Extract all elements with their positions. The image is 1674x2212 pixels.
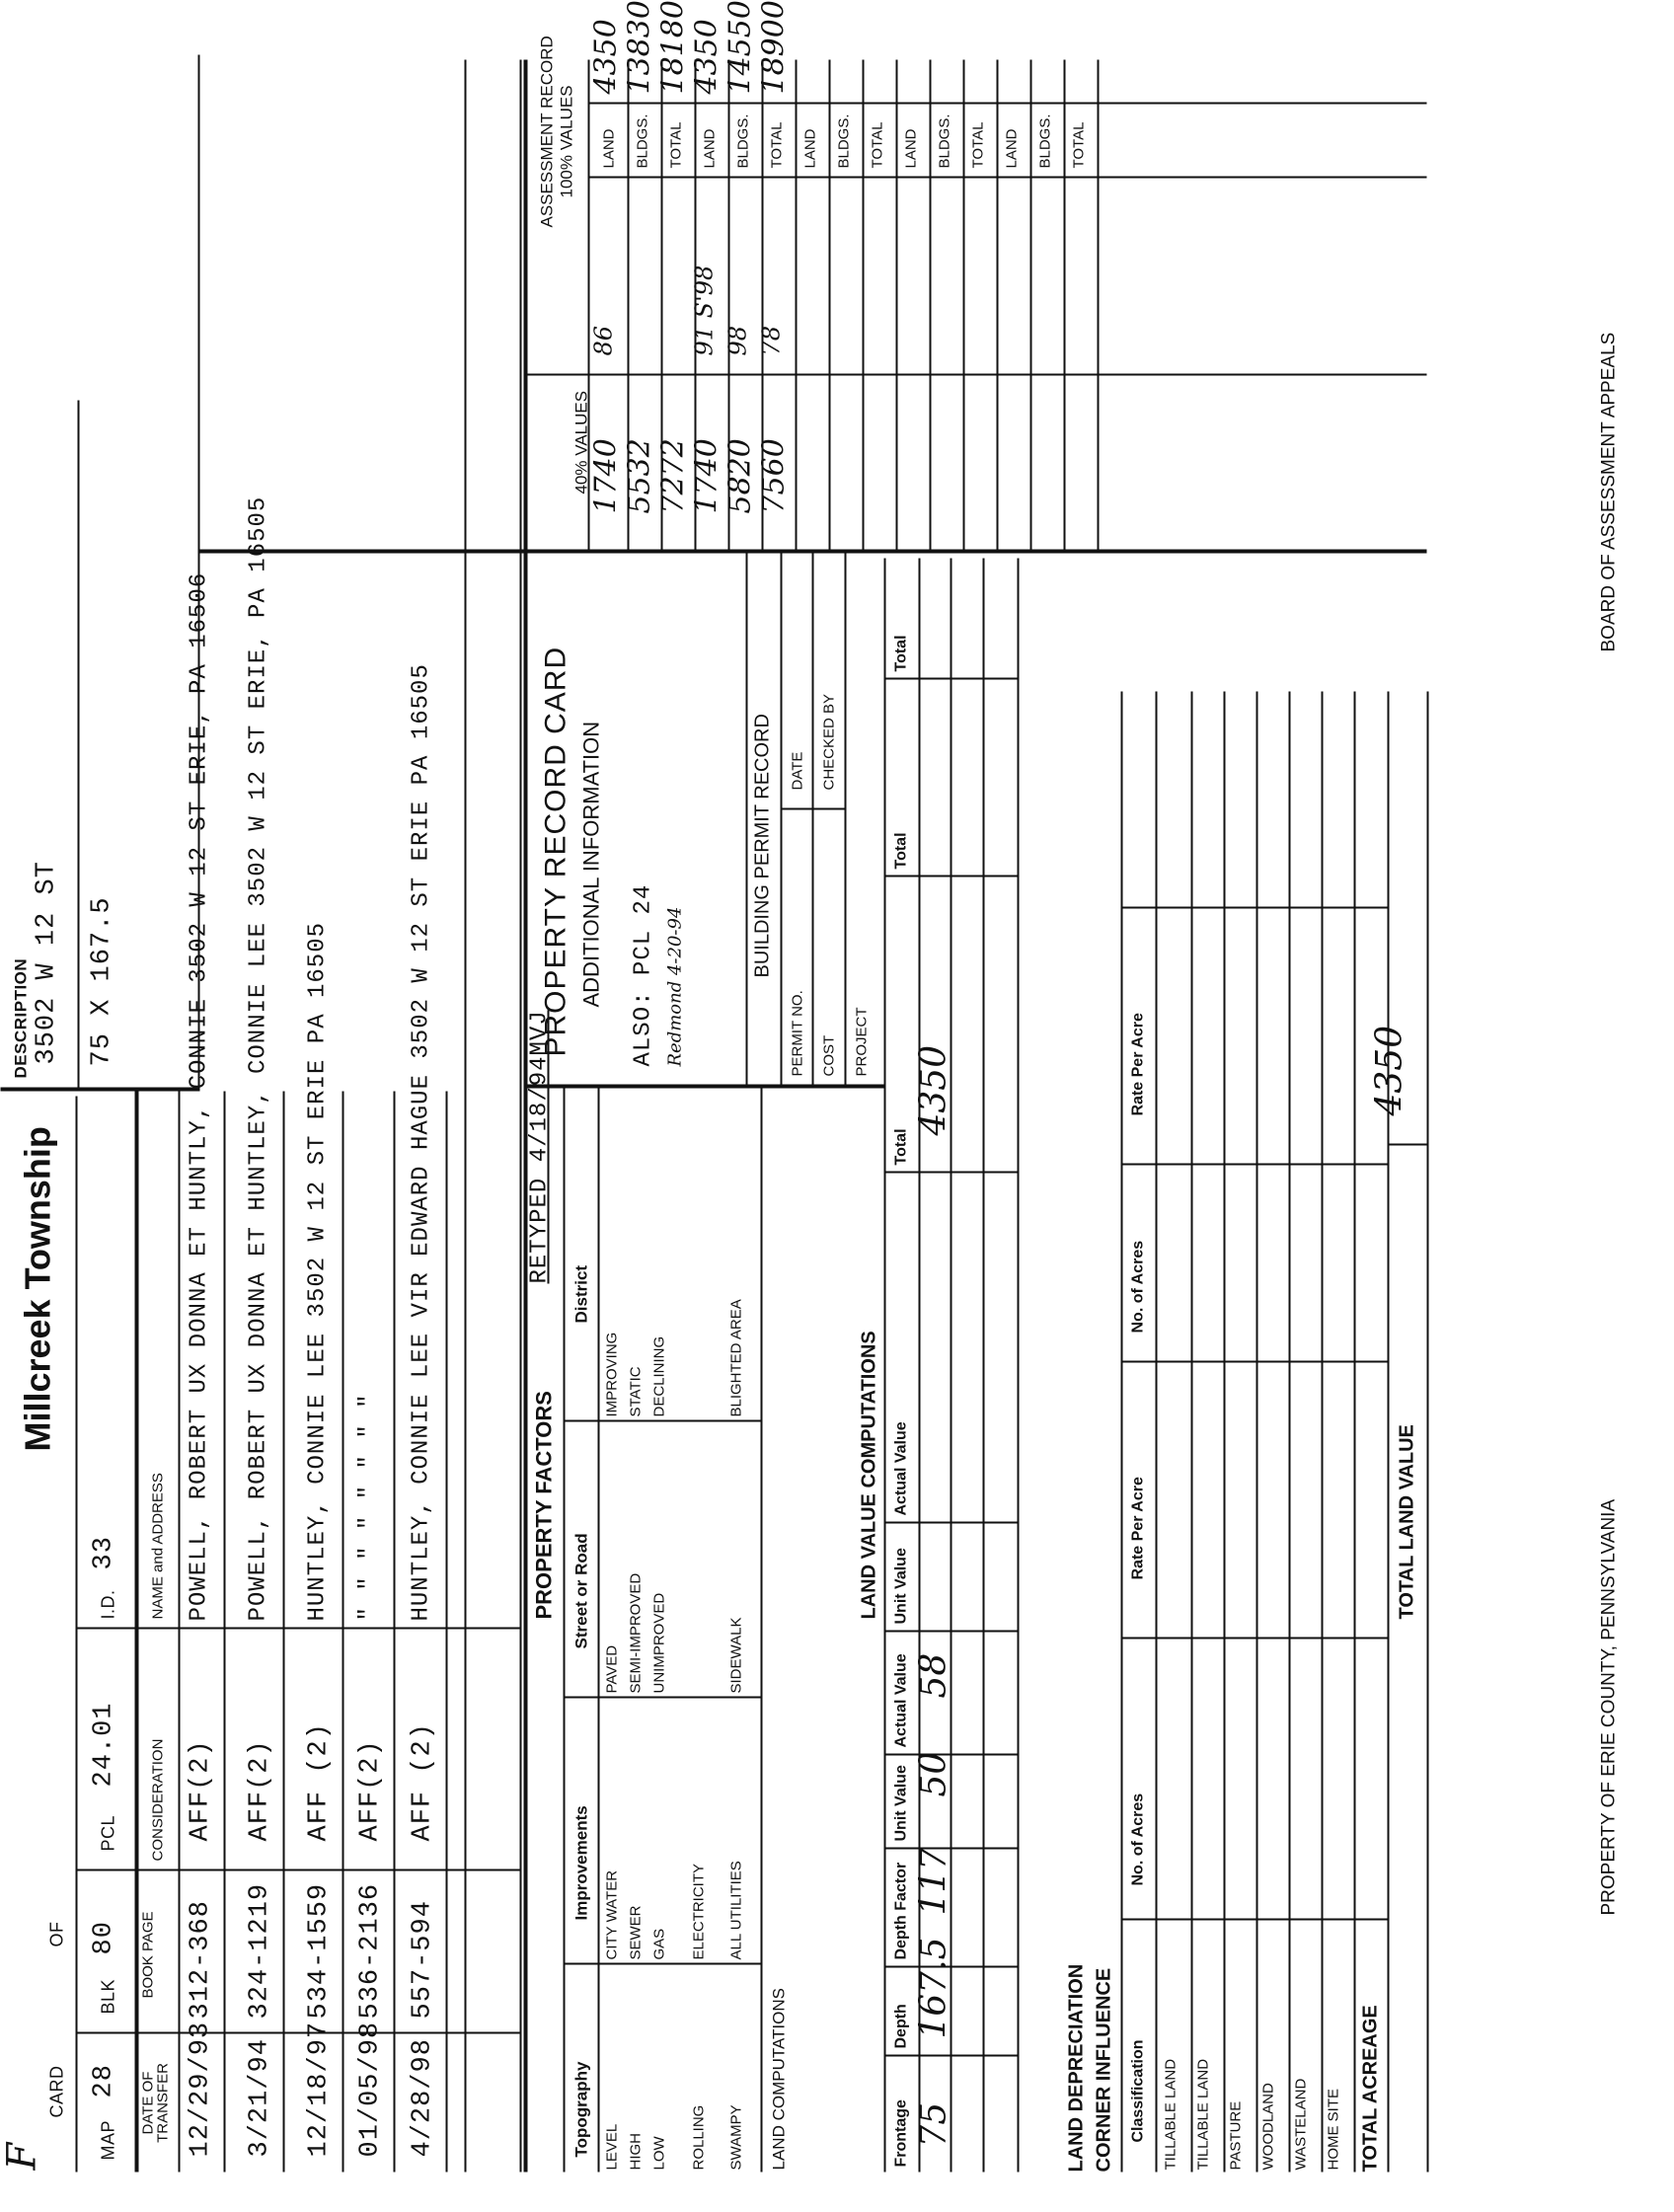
cost-label: COST	[820, 1034, 838, 1077]
land-computations-label: LAND COMPUTATIONS	[769, 1988, 789, 2171]
assessment-row-label: LAND	[902, 128, 920, 169]
acreage-classification: HOME SITE	[1325, 2088, 1342, 2171]
topography-option: LEVEL	[603, 2123, 621, 2171]
acreage-column-header: Classification	[1129, 2039, 1147, 2143]
topography-option: LOW	[650, 2136, 668, 2171]
acreage-classification: WASTELAND	[1292, 2078, 1310, 2171]
transfer-book-page: 312-368	[186, 1900, 216, 2020]
hundred-percent-value: 4350	[588, 19, 624, 95]
transfer-name-address: POWELL, ROBERT UX DONNA ET HUNTLY, CONNIE 3502 W 12 ST ERIE, PA 16506	[186, 572, 213, 1622]
handwritten-note: Redmond 4-20-94	[664, 906, 686, 1067]
assessment-row-label: BLDGS.	[734, 114, 752, 169]
row-divider	[283, 1092, 285, 2173]
retyped-note: RETYPED 4/18/94MVJ	[526, 1010, 554, 1284]
lvc-column-header: Total	[892, 635, 910, 672]
topography-option: SWAMPY	[727, 2104, 745, 2171]
forty-percent-label: 40% VALUES	[571, 390, 591, 495]
transfer-consideration: AFF(2)	[355, 1739, 386, 1842]
township-name: Millcreek Township	[17, 1126, 58, 1452]
row-divider	[224, 1092, 226, 2173]
blk-number: 80	[89, 1921, 119, 1955]
row-divider	[896, 60, 898, 554]
name-address-header: NAME and ADDRESS	[149, 1473, 167, 1620]
district-header: District	[571, 1264, 591, 1324]
property-record-card	[1, 0, 1674, 2212]
topography-option: HIGH	[627, 2133, 645, 2171]
pcl-label: PCL	[98, 1814, 118, 1852]
assessment-record-title: ASSESSMENT RECORD	[537, 36, 557, 228]
road-option: SEMI-IMPROVED	[627, 1572, 645, 1694]
row-divider	[930, 60, 932, 554]
land-depreciation-label: LAND DEPRECIATION	[1065, 1963, 1088, 2173]
lvc-column-header: Unit Value	[892, 1765, 910, 1842]
description-address: 3502 W 12 ST	[32, 861, 62, 1065]
total-land-value-amount: 4350	[1369, 1025, 1410, 1116]
column-divider	[1121, 907, 1388, 909]
row-divider	[446, 1092, 448, 2173]
forty-percent-value: 1740	[588, 438, 624, 514]
forty-percent-value: 7560	[756, 438, 792, 514]
lvc-column-header: Unit Value	[892, 1548, 910, 1625]
frontage-value: 75	[913, 2101, 954, 2148]
row-divider	[1354, 692, 1356, 2173]
acreage-classification: TILLABLE LAND	[1194, 2058, 1212, 2171]
district-option: STATIC	[627, 1366, 645, 1417]
acreage-classification: TILLABLE LAND	[1162, 2058, 1179, 2171]
transfer-date: 12/29/93	[186, 2021, 216, 2158]
transfer-book-page: 557-594	[408, 1900, 438, 2020]
pcl-number: 24.01	[89, 1702, 119, 1788]
lvc-column-header: Actual Value	[892, 1421, 910, 1516]
hundred-percent-value: 4350	[689, 19, 724, 95]
handwritten-annotation: F	[0, 2142, 45, 2171]
hundred-percent-value: 18180	[655, 0, 691, 95]
acreage-classification: PASTURE	[1227, 2100, 1245, 2171]
book-page-header: BOOK PAGE	[139, 1911, 157, 1999]
row-divider	[1289, 692, 1291, 2173]
footer-property-of: PROPERTY OF ERIE COUNTY, PENNSYLVANIA	[1598, 1498, 1620, 1916]
forty-percent-value: 5820	[723, 438, 758, 514]
column-divider	[1121, 1919, 1388, 1921]
transfer-book-page: 536-2136	[355, 1882, 386, 2020]
column-divider	[1121, 1361, 1388, 1363]
total-land-value-label: TOTAL LAND VALUE	[1396, 1424, 1418, 1620]
row-divider	[1030, 60, 1032, 554]
row-divider	[997, 60, 999, 554]
lvc-column-header: Frontage	[892, 2099, 910, 2168]
assessment-row-label: TOTAL	[969, 121, 987, 169]
assessment-row-label: TOTAL	[869, 121, 886, 169]
column-divider	[1121, 1638, 1388, 1640]
improvements-header: Improvements	[571, 1805, 591, 1921]
transfer-consideration: AFF(2)	[245, 1739, 275, 1842]
transfer-book-page: 324-1219	[245, 1882, 275, 2020]
assessment-row-label: BLDGS.	[634, 114, 651, 169]
street-road-header: Street or Road	[571, 1533, 591, 1649]
assessment-row-label: LAND	[701, 128, 719, 169]
map-number: 28	[89, 2064, 119, 2098]
improvements-option: CITY WATER	[603, 1869, 621, 1960]
row-divider	[1256, 692, 1258, 2173]
assessment-row-label: TOTAL	[1070, 121, 1088, 169]
column-divider	[588, 103, 1427, 105]
transfer-name-address: HUNTLEY, CONNIE LEE 3502 W 12 ST ERIE PA 16505	[304, 921, 332, 1622]
assessment-row-label: TOTAL	[768, 121, 786, 169]
lvc-column-header: Depth Factor	[892, 1862, 910, 1960]
transfer-consideration: AFF (2)	[304, 1722, 335, 1842]
row-divider	[1224, 692, 1226, 2173]
land-value-computations-title: LAND VALUE COMPUTATIONS	[858, 1331, 880, 1620]
row-divider	[1191, 692, 1193, 2173]
assessment-row-label: LAND	[801, 128, 819, 169]
improvements-option: GAS	[650, 1928, 668, 1960]
forty-percent-value: 1740	[689, 438, 724, 514]
land-total-value: 4350	[913, 1044, 954, 1136]
acreage-column-header: No. of Acres	[1129, 1240, 1147, 1334]
road-option: SIDEWALK	[727, 1617, 745, 1694]
consideration-header: CONSIDERATION	[149, 1738, 167, 1862]
row-divider	[863, 60, 865, 554]
unit-value: 50	[913, 1751, 954, 1797]
property-factors-title: PROPERTY FACTORS	[531, 1391, 557, 1620]
row-divider	[1064, 60, 1066, 554]
assessment-row-label: BLDGS.	[936, 114, 953, 169]
road-option: UNIMPROVED	[650, 1592, 668, 1694]
assessment-100-label: 100% VALUES	[557, 85, 576, 198]
permit-no-label: PERMIT NO.	[789, 990, 806, 1077]
road-option: PAVED	[603, 1644, 621, 1694]
forty-percent-value: 7272	[655, 438, 691, 514]
acreage-classification: WOODLAND	[1259, 2083, 1277, 2171]
column-divider	[1121, 1164, 1388, 1166]
topography-header: Topography	[571, 2061, 591, 2158]
assessment-row-label: LAND	[1003, 128, 1021, 169]
row-divider	[1322, 692, 1324, 2173]
district-option: DECLINING	[650, 1335, 668, 1417]
hundred-percent-value: 14550	[723, 0, 758, 95]
date-of-transfer-header: DATE OF TRANSFER	[139, 2063, 172, 2143]
acreage-column-header: No. of Acres	[1129, 1792, 1147, 1886]
card-label: CARD	[46, 2065, 67, 2118]
row-divider	[342, 1092, 344, 2173]
acreage-column-header: Rate Per Acre	[1129, 1013, 1147, 1116]
map-label: MAP	[98, 2119, 118, 2161]
hundred-percent-value: 13830	[622, 0, 657, 95]
district-option: BLIGHTED AREA	[727, 1299, 745, 1417]
assessment-row-label: LAND	[600, 128, 618, 169]
checked-by-label: CHECKED BY	[820, 693, 838, 791]
actual-value: 58	[913, 1652, 954, 1699]
transfer-date: 4/28/98	[408, 2038, 438, 2158]
depth-value: 167.5	[913, 1937, 954, 2039]
lvc-column-header: Total	[892, 832, 910, 870]
additional-info-title: ADDITIONAL INFORMATION	[578, 721, 604, 1008]
id-number: 33	[89, 1536, 119, 1570]
description-label: DESCRIPTION	[11, 957, 31, 1079]
assessment-year-mark: 78	[757, 325, 786, 356]
id-label: I.D.	[98, 1589, 118, 1620]
assessment-year-mark: 91 S'98	[690, 265, 719, 356]
district-option: IMPROVING	[603, 1332, 621, 1417]
transfer-name-address: POWELL, ROBERT UX DONNA ET HUNTLEY, CONNIE LEE 3502 W 12 ST ERIE, PA 16505	[245, 496, 272, 1622]
acreage-column-header: Rate Per Acre	[1129, 1477, 1147, 1580]
footer-board: BOARD OF ASSESSMENT APPEALS	[1598, 332, 1620, 652]
of-label: OF	[46, 1921, 67, 1947]
row-divider	[394, 1092, 396, 2173]
blk-label: BLK	[98, 1978, 118, 2015]
row-divider	[963, 60, 965, 554]
hundred-percent-value: 18900	[756, 0, 792, 95]
transfer-book-page: 534-1559	[304, 1882, 335, 2020]
lvc-column-header: Actual Value	[892, 1653, 910, 1748]
transfer-consideration: AFF (2)	[408, 1722, 438, 1842]
assessment-row-label: BLDGS.	[1036, 114, 1054, 169]
assessment-row-label: BLDGS.	[835, 114, 853, 169]
also-parcel-note: ALSO: PCL 24	[630, 883, 657, 1067]
corner-influence-label: CORNER INFLUENCE	[1093, 1967, 1115, 2173]
record-card-title: PROPERTY RECORD CARD	[539, 646, 572, 1057]
row-divider	[1098, 60, 1100, 554]
transfer-name-address: HUNTLEY, CONNIE LEE VIR EDWARD HAGUE 3502 W 12 ST ERIE PA 16505	[408, 663, 435, 1622]
assessment-row-label: TOTAL	[667, 121, 685, 169]
lvc-column-header: Total	[892, 1128, 910, 1166]
transfer-date: 12/18/97	[304, 2021, 335, 2158]
assessment-year-mark: 86	[589, 325, 618, 356]
improvements-option: SEWER	[627, 1905, 645, 1960]
transfer-name-address: " " " " " " " "	[355, 1393, 383, 1622]
transfer-date: 01/05/98	[355, 2021, 386, 2158]
depth-factor-value: 117	[913, 1847, 954, 1916]
transfer-date: 3/21/94	[245, 2038, 275, 2158]
topography-option: ROLLING	[690, 2104, 708, 2171]
transfer-consideration: AFF(2)	[186, 1739, 216, 1842]
building-permit-title: BUILDING PERMIT RECORD	[751, 714, 774, 978]
lot-dimensions: 75 X 167.5	[87, 896, 117, 1067]
project-label: PROJECT	[853, 1007, 871, 1077]
lvc-column-header: Depth	[892, 2004, 910, 2049]
row-divider	[829, 60, 831, 554]
improvements-option: ALL UTILITIES	[727, 1861, 745, 1960]
assessment-year-mark: 98	[723, 325, 752, 356]
improvements-option: ELECTRICITY	[690, 1863, 708, 1960]
row-divider	[796, 60, 798, 554]
total-acreage-label: TOTAL ACREAGE	[1359, 2005, 1382, 2173]
forty-percent-value: 5532	[622, 438, 657, 514]
date-label: DATE	[789, 751, 806, 791]
